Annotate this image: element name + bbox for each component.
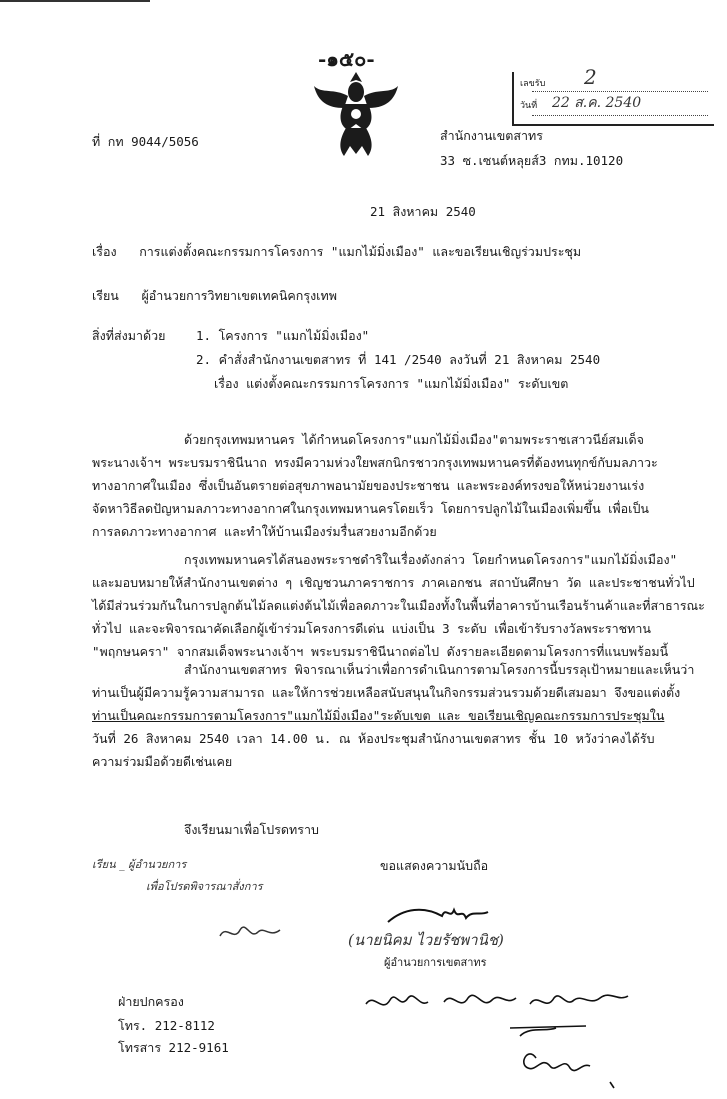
paragraph-line: กรุงเทพมหานครได้สนองพระราชดำริในเรื่องดังกล่าว โดยกำหนดโครงการ"แมกไม้มิ่งเมือง" (184, 552, 678, 567)
stamp-line (532, 114, 708, 116)
body-paragraph-1 (92, 432, 658, 540)
recipient-label: เรียน (92, 288, 119, 303)
letter-date: 21 สิงหาคม 2540 (370, 204, 476, 219)
receipt-stamp (512, 65, 714, 126)
signatory-title: ผู้อำนวยการเขตสาทร (384, 956, 487, 969)
margin-note-line-2: เพื่อโปรดพิจารณาสั่งการ (146, 880, 263, 893)
enclosure-label: สิ่งที่ส่งมาด้วย (92, 328, 166, 343)
valediction: ขอแสดงความนับถือ (380, 858, 489, 873)
margin-note-line-1: เรียน _ ผู้อำนวยการ (92, 858, 187, 871)
enclosure-item-1: 1. โครงการ "แมกไม้มิ่งเมือง" (196, 328, 370, 343)
handwritten-annotation (360, 984, 660, 1094)
stamp-date-label: วันที่ (520, 101, 538, 111)
paragraph-line: ด้วยกรุงเทพมหานคร ได้กำหนดโครงการ"แมกไม้มิ่งเมือง"ตามพระราชเสาวนีย์สมเด็จ (184, 432, 644, 447)
enclosure-item-2-subject: เรื่อง แต่งตั้งคณะกรรมการโครงการ "แมกไม้มิ่งเมือง" ระดับเขต (214, 376, 569, 391)
contact-fax: โทรสาร 212-9161 (118, 1040, 229, 1055)
enclosure-item-2: 2. คำสั่งสำนักงานเขตสาทร ที่ 141 /2540 ลงวันที่ 21 สิงหาคม 2540 (196, 352, 601, 367)
page-number: -๑๕๐- (318, 47, 375, 71)
paragraph-line: ทั่วไป และจะพิจารณาคัดเลือกผู้เข้าร่วมโครงการดีเด่น แบ่งเป็น 3 ระดับ เพื่อเข้ารับรางวัลพระราชทาน (92, 620, 651, 636)
paragraph-line: ได้มีส่วนร่วมกันในการปลูกต้นไม้ลดแต่งต้นไม้เพื่อลดภาวะในเมืองทั้งในพื้นที่อาคารบ้านเรือนร้านค้าและที่สาธารณะ (92, 597, 705, 613)
closing-request: จึงเรียนมาเพื่อโปรดทราบ (184, 822, 319, 837)
sender-office: สำนักงานเขตสาทร (440, 128, 543, 143)
paragraph-line: และมอบหมายให้สำนักงานเขตต่าง ๆ เชิญชวนภาคราชการ ภาคเอกชน สถาบันศึกษา วัด และประชาชนทั่วไป (92, 574, 695, 590)
paragraph-line: ความร่วมมือด้วยดีเช่นเคย (92, 753, 233, 769)
top-edge-line (0, 0, 150, 2)
body-paragraph-3 (92, 662, 695, 770)
paragraph-line: จัดหาวิธีลดปัญหามลภาวะทางอากาศในกรุงเทพมหานครโดยเร็ว โดยการปลูกไม้ในเมืองเพิ่มขึ้น เพื่อเป็น (92, 500, 649, 516)
paragraph-line: ท่านเป็นผู้มีความรู้ความสามารถ และให้การช่วยเหลือสนับสนุนในกิจกรรมส่วนรวมด้วยดีเสมอมา จึงขอแต่งตั้ง (92, 684, 681, 700)
paragraph-line: ทางอากาศในเมือง ซึ่งเป็นอันตรายต่อสุขภาพอนามัยของประชาชน และพระองค์ทรงขอให้หน่วยงานเร่ง (92, 477, 645, 493)
subject-text: การแต่งตั้งคณะกรรมการโครงการ "แมกไม้มิ่งเมือง" และขอเรียนเชิญร่วมประชุม (139, 244, 582, 259)
paragraph-line: "พฤกษนครา" จากสมเด็จพระนางเจ้าฯ พระบรมราชินีนาถต่อไป ดังรายละเอียดตามโครงการที่แนบพร้อมนี้ (92, 643, 669, 659)
signatory-name: (นายนิคม ไวยรัชพานิช) (348, 931, 504, 949)
paragraph-line: วันที่ 26 สิงหาคม 2540 เวลา 14.00 น. ณ ห้องประชุมสำนักงานเขตสาทร ชั้น 10 หวังว่าคงได้รับ (92, 730, 655, 746)
stamp-no-value: 2 (584, 65, 597, 89)
initials-scribble (216, 918, 286, 948)
contact-department: ฝ่ายปกครอง (118, 994, 184, 1009)
subject-line (92, 244, 581, 261)
contact-telephone: โทร. 212-8112 (118, 1018, 215, 1033)
body-paragraph-2 (92, 552, 705, 660)
garuda-emblem (310, 68, 402, 160)
signature (384, 898, 494, 934)
recipient-line (92, 288, 337, 305)
recipient-text: ผู้อำนวยการวิทยาเขตเทคนิคกรุงเทพ (141, 288, 337, 303)
paragraph-line: การลดภาวะทางอากาศ และทำให้บ้านเมืองร่มรื่นสวยงามอีกด้วย (92, 523, 437, 539)
stamp-no-label: เลขรับ (520, 79, 546, 89)
stamp-date-value: 22 ส.ค. 2540 (552, 95, 642, 111)
stamp-line (532, 90, 708, 92)
sender-address: 33 ซ.เซนต์หลุยส์3 กทม.10120 (440, 153, 624, 168)
paragraph-line: ท่านเป็นคณะกรรมการตามโครงการ"แมกไม้มิ่งเมือง"ระดับเขต และ ขอเรียนเชิญคณะกรรมการประชุมใน (92, 707, 665, 723)
paragraph-line: สำนักงานเขตสาทร พิจารณาเห็นว่าเพื่อการดำเนินการตามโครงการนี้บรรลุเป้าหมายและเห็นว่า (184, 662, 695, 677)
paragraph-line: พระนางเจ้าฯ พระบรมราชินีนาถ ทรงมีความห่วงใยพสกนิกรชาวกรุงเทพมหานครที่ต้องทนทุกข์กับมลภาวะ (92, 454, 658, 470)
reference-number: ที่ กท 9044/5056 (92, 134, 199, 149)
subject-label: เรื่อง (92, 244, 117, 259)
